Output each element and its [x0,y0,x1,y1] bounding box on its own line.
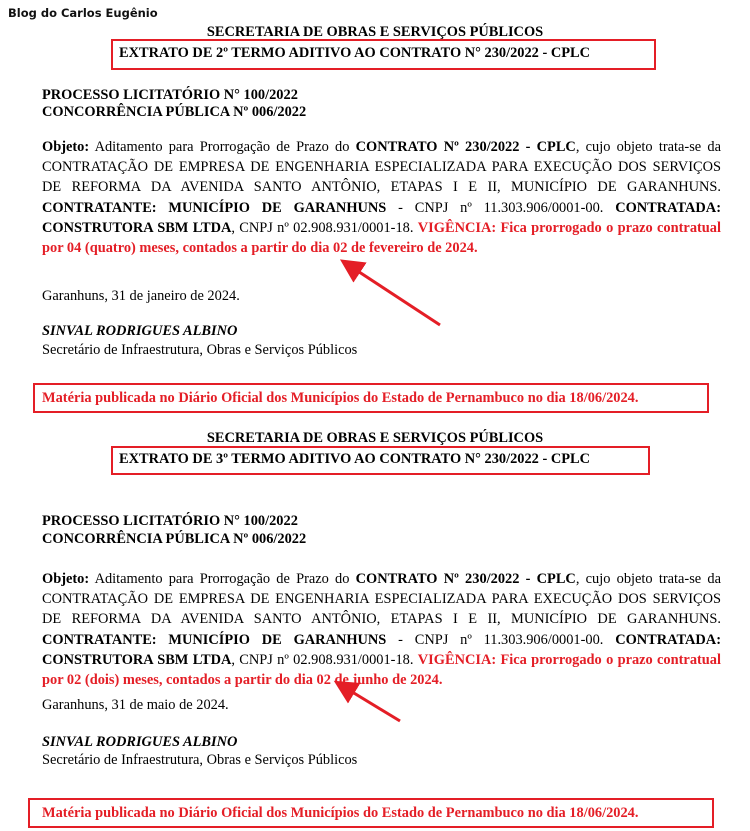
extrato-title: EXTRATO DE 3º TERMO ADITIVO AO CONTRATO N° 230/2022 - CPLC [119,451,591,467]
concorrencia-line: CONCORRÊNCIA PÚBLICA Nº 006/2022 [42,531,307,547]
date-line: Garanhuns, 31 de maio de 2024. [42,697,229,713]
publicacao-note: Matéria publicada no Diário Oficial dos Municípios do Estado de Pernambuco no dia 18/06/2024. [42,805,639,821]
objeto-label: Objeto: [42,139,90,155]
contratante: CONTRATANTE: MUNICÍPIO DE GARANHUNS [42,199,387,216]
contratante-cnpj: - CNPJ nº 11.303.906/0001-00. [386,631,616,648]
objeto-text: Aditamento para Prorrogação de Prazo do [89,139,356,155]
objeto-text: Aditamento para Prorrogação de Prazo do [89,571,356,587]
objeto-description: , cujo objeto trata-se da CONTRATAÇÃO DE EMPRESA DE ENGENHARIA ESPECIALIZADA PARA EXECUÇÃO DOS SERVIÇOS DE REFORMA DA AVENIDA SANTO ANTÔNIO, ETAPAS I E II, MUNICÍPIO DE GARANHUNS. [42,139,721,196]
contrato-number: CONTRATO Nº 230/2022 - CPLC [355,139,576,155]
signer-role: Secretário de Infraestrutura, Obras e Serviços Públicos [42,752,358,768]
processo-line: PROCESSO LICITATÓRIO N° 100/2022 [42,87,298,103]
secretaria-heading: SECRETARIA DE OBRAS E SERVIÇOS PÚBLICOS [206,430,544,446]
vigencia: VIGÊNCIA: Fica prorrogado o prazo contratual por 02 (dois) meses, contados a partir do dia 02 de junho de 2024. [42,651,721,689]
extrato-title: EXTRATO DE 2º TERMO ADITIVO AO CONTRATO N° 230/2022 - CPLC [119,45,591,61]
objeto-description: , cujo objeto trata-se da CONTRATAÇÃO DE EMPRESA DE ENGENHARIA ESPECIALIZADA PARA EXECUÇÃO DOS SERVIÇOS DE REFORMA DA AVENIDA SANTO ANTÔNIO, ETAPAS I E II, MUNICÍPIO DE GARANHUNS. [42,571,721,628]
publicacao-note: Matéria publicada no Diário Oficial dos Municípios do Estado de Pernambuco no dia 18/06/2024. [42,390,639,406]
processo-line: PROCESSO LICITATÓRIO N° 100/2022 [42,513,298,529]
signer-name: SINVAL RODRIGUES ALBINO [42,734,238,750]
watermark: Blog do Carlos Eugênio [8,6,158,20]
contratada: CONTRATADA: CONSTRUTORA SBM LTDA [42,199,721,236]
secretaria-heading: SECRETARIA DE OBRAS E SERVIÇOS PÚBLICOS [206,24,544,40]
contratada-cnpj: , CNPJ nº 02.908.931/0001-18. [231,651,418,668]
contrato-number: CONTRATO Nº 230/2022 - CPLC [355,571,576,587]
contratante: CONTRATANTE: MUNICÍPIO DE GARANHUNS [42,631,387,648]
objeto-label: Objeto: [42,571,90,587]
contratante-cnpj: - CNPJ nº 11.303.906/0001-00. [386,199,616,216]
concorrencia-line: CONCORRÊNCIA PÚBLICA Nº 006/2022 [42,104,307,120]
contratada-cnpj: , CNPJ nº 02.908.931/0001-18. [231,219,418,236]
contratada: CONTRATADA: CONSTRUTORA SBM LTDA [42,631,721,668]
signer-role: Secretário de Infraestrutura, Obras e Serviços Públicos [42,342,358,358]
date-line: Garanhuns, 31 de janeiro de 2024. [42,288,240,304]
vigencia: VIGÊNCIA: Fica prorrogado o prazo contratual por 04 (quatro) meses, contados a partir do dia 02 de fevereiro de 2024. [42,219,721,257]
signer-name: SINVAL RODRIGUES ALBINO [42,323,238,339]
